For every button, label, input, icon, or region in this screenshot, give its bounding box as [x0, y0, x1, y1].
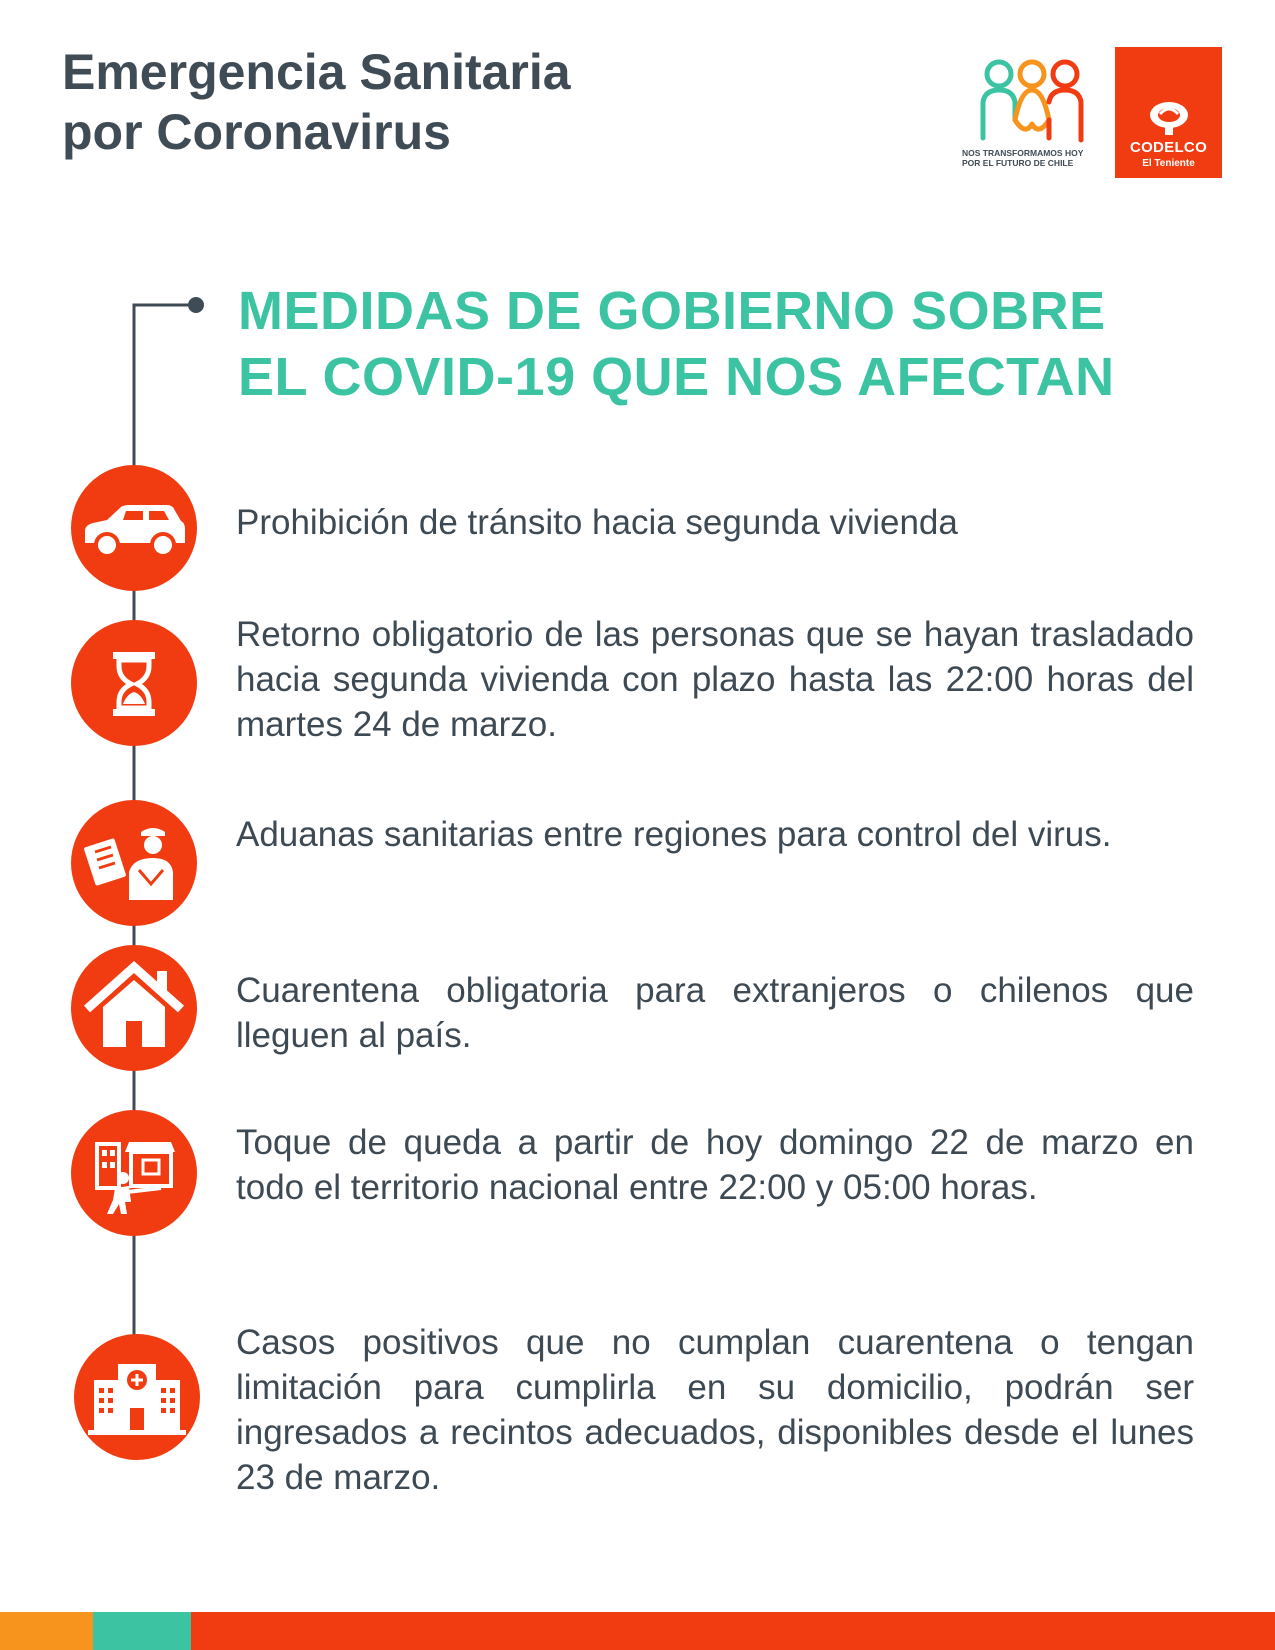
codelco-emblem-icon: [1148, 101, 1190, 137]
codelco-logo: [1115, 47, 1222, 178]
footer-bar-red: [191, 1612, 1275, 1650]
measure-2-text: Retorno obligatorio de las personas que se hayan trasladado hacia segunda vivienda con plazo hasta las 22:00 horas del martes 24 de marzo.: [236, 615, 1194, 744]
codelco-name: CODELCO: [1129, 139, 1208, 156]
header-title-line2: por Coronavirus: [62, 104, 451, 160]
house-icon: [71, 945, 197, 1071]
section-title-line2: EL COVID-19 QUE NOS AFECTAN: [238, 347, 1115, 407]
section-title-line1: MEDIDAS DE GOBIERNO SOBRE: [238, 281, 1106, 341]
hospital-icon: [74, 1334, 200, 1460]
codelco-division: El Teniente: [1142, 158, 1195, 169]
measure-3-text: Aduanas sanitarias entre regiones para control del virus.: [236, 815, 1112, 854]
campaign-logo: [962, 58, 1100, 176]
hourglass-icon: [71, 620, 197, 746]
footer-color-bar: [0, 1612, 1275, 1650]
section-title: [238, 278, 1115, 410]
timeline-start-dot: [188, 297, 204, 313]
campaign-slogan-line1: NOS TRANSFORMAMOS HOY: [962, 148, 1084, 158]
car-icon: [71, 465, 197, 591]
footer-bar-orange: [0, 1612, 93, 1650]
campaign-slogan-line2: POR EL FUTURO DE CHILE: [962, 158, 1074, 168]
campaign-slogan: [962, 148, 1100, 168]
measure-6-text: Casos positivos que no cumplan cuarentena o tengan limitación para cumplirla en su domicilio, podrán ser ingresados a recintos adecuados, disponibles desde el lunes 23 de marzo.: [236, 1323, 1194, 1497]
people-figures-icon: [977, 58, 1087, 144]
header-title-line1: Emergencia Sanitaria: [62, 44, 571, 100]
measure-1-text: Prohibición de tránsito hacia segunda vivienda: [236, 503, 958, 542]
measure-4-text: Cuarentena obligatoria para extranjeros o chilenos que lleguen al país.: [236, 971, 1194, 1055]
curfew-soldier-icon: [71, 1110, 197, 1236]
footer-bar-teal: [93, 1612, 191, 1650]
measure-5-text: Toque de queda a partir de hoy domingo 22 de marzo en todo el territorio nacional entre 22:00 y 05:00 horas.: [236, 1123, 1194, 1207]
officer-checkpoint-icon: [71, 800, 197, 926]
